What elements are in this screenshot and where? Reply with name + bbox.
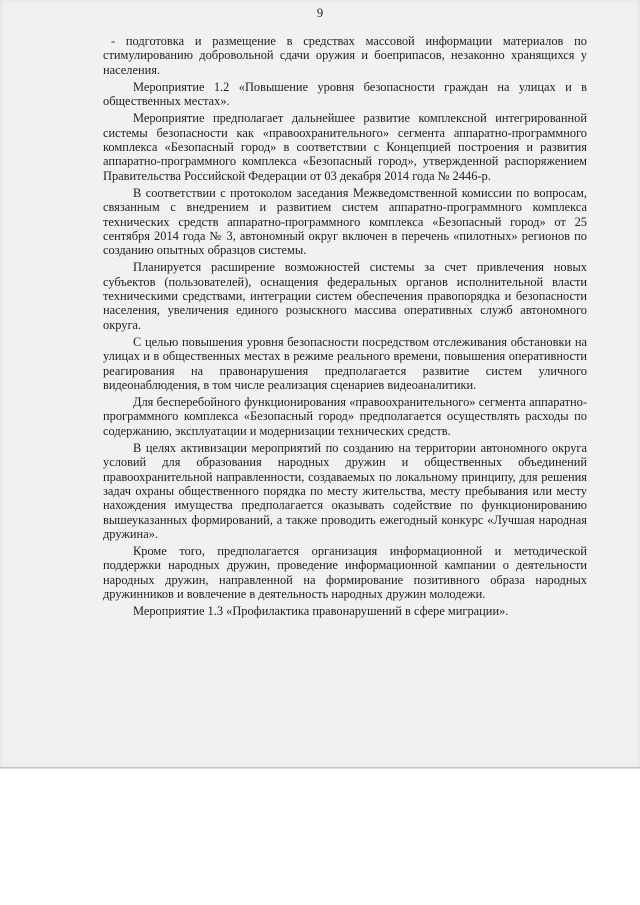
paragraph: С целью повышения уровня безопасности посредством отслеживания обстановки на улицах и в общественных местах в режиме реального времени, повышения оперативности реагирования на правонарушения предполагается развитие систем уличного видеонаблюдения, в том числе реализация сценариев видеоаналитики. [103,334,587,392]
paragraph: Кроме того, предполагается организация информационной и методической поддержки народных дружин, проведение информационной кампании о деятельности народных дружин, направленной на формирование позитивного образа народных дружинников и вовлечение в деятельность народных дружин молодежи. [103,544,587,601]
paragraph: - подготовка и размещение в средствах массовой информации материалов по стимулированию добровольной сдачи оружия и боеприпасов, незаконно хранящихся у населения. [103,34,587,77]
scan-edge [0,767,640,769]
document-body [103,34,587,622]
paragraph: В целях активизации мероприятий по созданию на территории автономного округа условий для образования народных дружин и общественных объединений правоохранительной направленности, создаваемых по локальному принципу, для решения задач охраны общественного порядка по месту жительства, месту пребывания или месту нахождения имущества предполагается оказывать содействие по функционированию вышеуказанных формирований, а также проводить ежегодный конкурс «Лучшая народная дружина». [103,441,587,541]
paragraph: Планируется расширение возможностей системы за счет привлечения новых субъектов (пользователей), оснащения федеральных органов исполнительной власти техническими средствами, интеграции систем обеспечения правопорядка и безопасности населения, увеличения единого розыскного массива оперативных служб автономного округа. [103,260,587,332]
paragraph: В соответствии с протоколом заседания Межведомственной комиссии по вопросам, связанным с внедрением и развитием систем аппаратно-программного комплекса технических средств аппаратно-программного комплекса «Безопасный город» от 25 сентября 2014 года № 3, автономный округ включен в перечень «пилотных» регионов по созданию опытных образцов системы. [103,185,587,258]
page-number: 9 [316,6,324,20]
paragraph: Для бесперебойного функционирования «правоохранительного» сегмента аппаратно-программного комплекса «Безопасный город» предполагается осуществлять расходы по содержанию, эксплуатации и модернизации технических средств. [103,395,587,438]
paragraph: Мероприятие 1.3 «Профилактика правонарушений в сфере миграции». [133,604,509,619]
paragraph: Мероприятие 1.2 «Повышение уровня безопасности граждан на улицах и в общественных местах». [103,79,587,109]
paragraph: Мероприятие предполагает дальнейшее развитие комплексной интегрированной системы безопасности как «правоохранительного» сегмента аппаратно-программного комплекса «Безопасный город» в соответствии с Концепцией построения и развития аппаратно-программного комплекса «Безопасный город», утвержденной распоряжением Правительства Российской Федерации от 03 декабря 2014 года № 2446-р. [103,111,587,183]
